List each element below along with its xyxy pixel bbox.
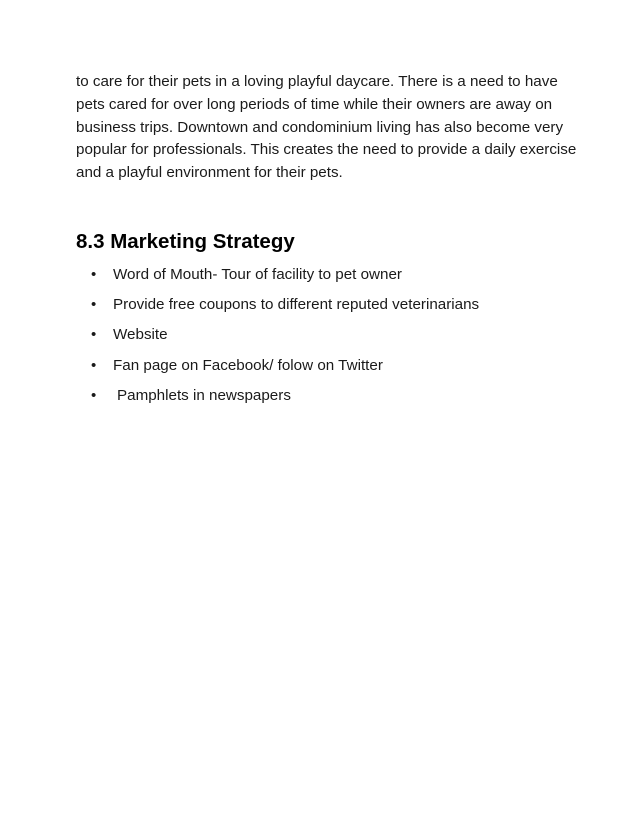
list-item-text: Provide free coupons to different reputed veterinarians	[113, 296, 480, 314]
intro-paragraph	[76, 71, 576, 185]
bullet-icon: •	[91, 326, 97, 344]
intro-line: to care for their pets in a loving playful daycare. There is a need to have	[76, 73, 558, 90]
bullet-icon: •	[91, 386, 97, 404]
bullet-icon: •	[91, 356, 97, 374]
intro-line: and a playful environment for their pets.	[76, 164, 343, 182]
intro-line: popular for professionals. This creates the need to provide a daily exercise	[76, 141, 577, 159]
bullet-icon: •	[91, 296, 97, 314]
list-item-text: Website	[113, 326, 168, 344]
intro-line: pets cared for over long periods of time while their owners are away on	[76, 95, 553, 113]
intro-line: business trips. Downtown and condominium living has also become very	[76, 118, 564, 136]
list-item-text: Pamphlets in newspapers	[117, 386, 291, 404]
section-heading: 8.3 Marketing Strategy	[76, 230, 295, 253]
bullet-icon: •	[91, 266, 97, 283]
list-item-text: Word of Mouth- Tour of facility to pet owner	[113, 266, 402, 283]
list-item-text: Fan page on Facebook/ folow on Twitter	[113, 356, 383, 374]
